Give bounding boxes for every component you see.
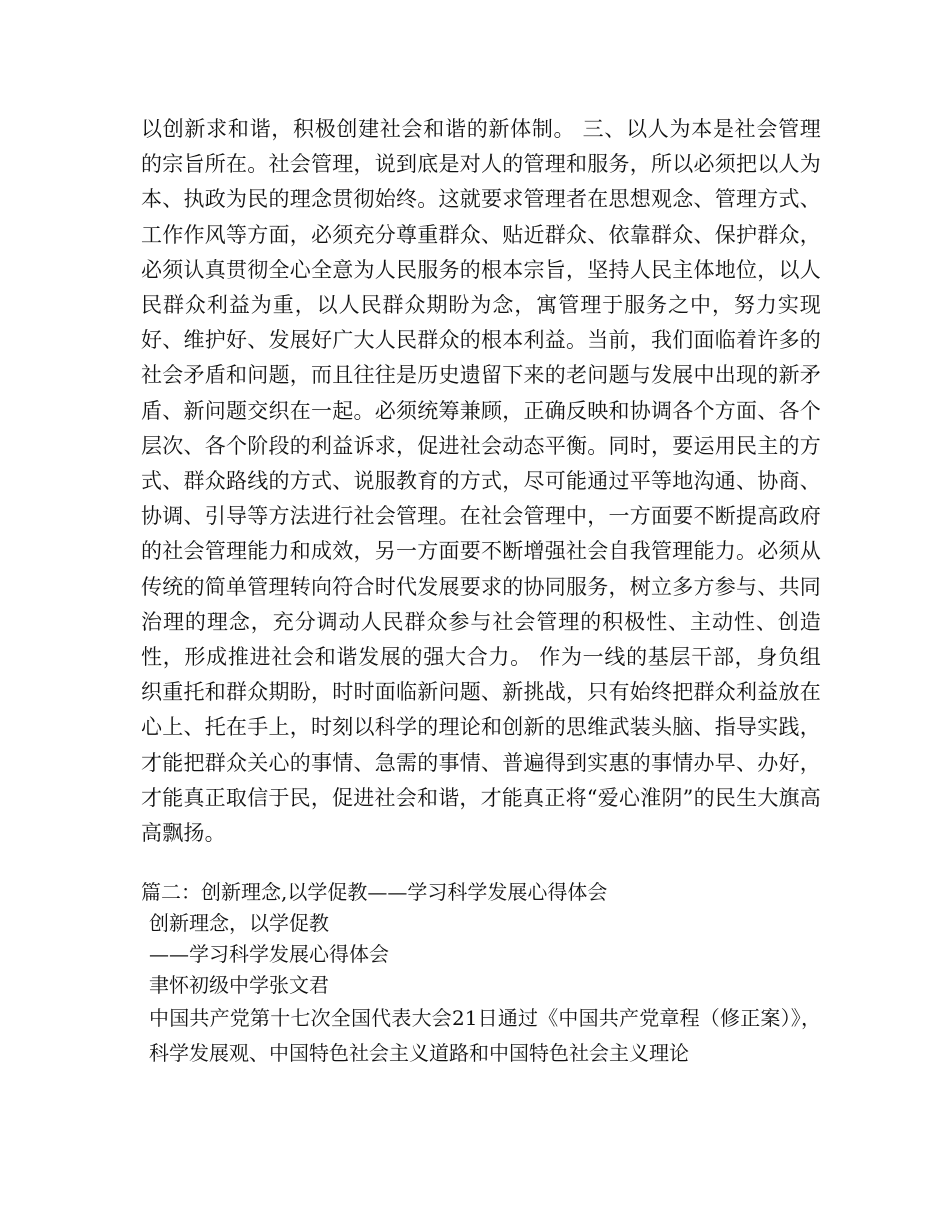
article-subtitle: ——学习科学发展心得体会 (149, 942, 389, 966)
body-paragraph: 以创新求和谐，积极创建社会和谐的新体制。 三、以人为本是社会管理的宗旨所在。社会管理，说到底是对人的管理和服务，所以必须把以人为本、执政为民的理念贯彻始终。这就要求管理者在思想观念、管理方式、工作作风等方面，必须充分尊重群众、贴近群众、依靠群众、保护群众，必须认真贯彻全心全意为人民服务的根本宗旨，坚持人民主体地位，以人民群众利益为重，以人民群众期盼为念，寓管理于服务之中，努力实现好、维护好、发展好广大人民群众的根本利益。当前，我们面临着许多的社会矛盾和问题，而且往往是历史遗留下来的老问题与发展中出现的新矛盾、新问题交织在一起。必须统筹兼顾，正确反映和协调各个方面、各个层次、各个阶段的利益诉求，促进社会动态平衡。同时，要运用民主的方式、群众路线的方式、说服教育的方式，尽可能通过平等地沟通、协商、协调、引导等方法进行社会管理。在社会管理中，一方面要不断提高政府的社会管理能力和成效，另一方面要不断增强社会自我管理能力。必须从传统的简单管理转向符合时代发展要求的协同服务，树立多方参与、共同治理的理念，充分调动人民群众参与社会管理的积极性、主动性、创造性，形成推进社会和谐发展的强大合力。 作为一线的基层干部，身负组织重托和群众期盼，时时面临新问题、新挑战，只有始终把群众利益放在心上、托在手上，时刻以科学的理论和创新的思维武装头脑、指导实践，才能把群众关心的事情、急需的事情、普遍得到实惠的事情办早、办好，才能真正取信于民，促进社会和谐，才能真正将“爱心淮阴”的民生大旗高高飘扬。 (141, 117, 821, 846)
article-title: 创新理念，以学促教 (149, 911, 329, 935)
body-text-block (141, 112, 821, 851)
article-paragraph: 中国共产党第十七次全国代表大会21日通过《中国共产党章程（修正案）》，科学发展观、中国特色社会主义道路和中国特色社会主义理论 (149, 1006, 821, 1065)
section-heading: 篇二：创新理念,以学促教——学习科学发展心得体会 (141, 880, 608, 904)
second-article (141, 877, 821, 1071)
author-line: 聿怀初级中学张文君 (149, 973, 329, 997)
